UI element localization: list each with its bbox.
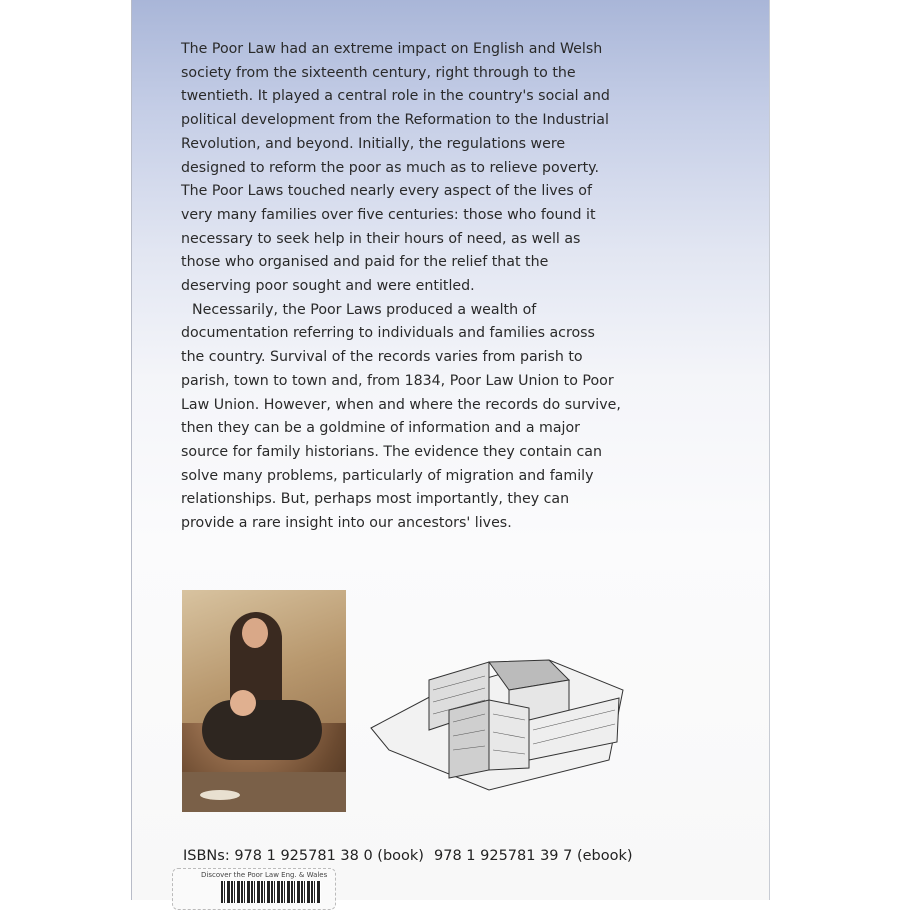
- blurb-paragraph-2: Necessarily, the Poor Laws produced a wealth of documentation referring to individuals and families across the country. Survival of the records varies from parish to parish, town to town and, from 1834, Poor Law Union to Poor Law Union. However, when and where the records do survive, then they can be a goldmine of information and a major source for family historians. The evidence they contain can solve many problems, particularly of migration and family relationships. But, perhaps most importantly, they can provide a rare insight into our ancestors' lives.: [181, 301, 621, 532]
- isbn-ebook: 978 1 925781 39 7 (ebook): [434, 848, 633, 864]
- workhouse-engraving-image: [369, 650, 625, 792]
- blurb-text: [181, 38, 621, 536]
- barcode-sticker: [172, 868, 336, 910]
- painting-children-image: [182, 590, 346, 812]
- book-back-cover: [131, 0, 770, 900]
- blurb-paragraph-1: The Poor Law had an extreme impact on English and Welsh society from the sixteenth century, right through to the twentieth. It played a central role in the country's social and political development from the Reformation to the Industrial Revolution, and beyond. Initially, the regulations were designed to reform the poor as much as to relieve poverty. The Poor Laws touched nearly every aspect of the lives of very many families over five centuries: those who found it necessary to seek help in their hours of need, as well as those who organised and paid for the relief that the deserving poor sought and were entitled.: [181, 41, 610, 295]
- isbn-book: ISBNs: 978 1 925781 38 0 (book): [183, 848, 424, 864]
- sticker-label: Discover the Poor Law Eng. & Wales: [201, 871, 328, 879]
